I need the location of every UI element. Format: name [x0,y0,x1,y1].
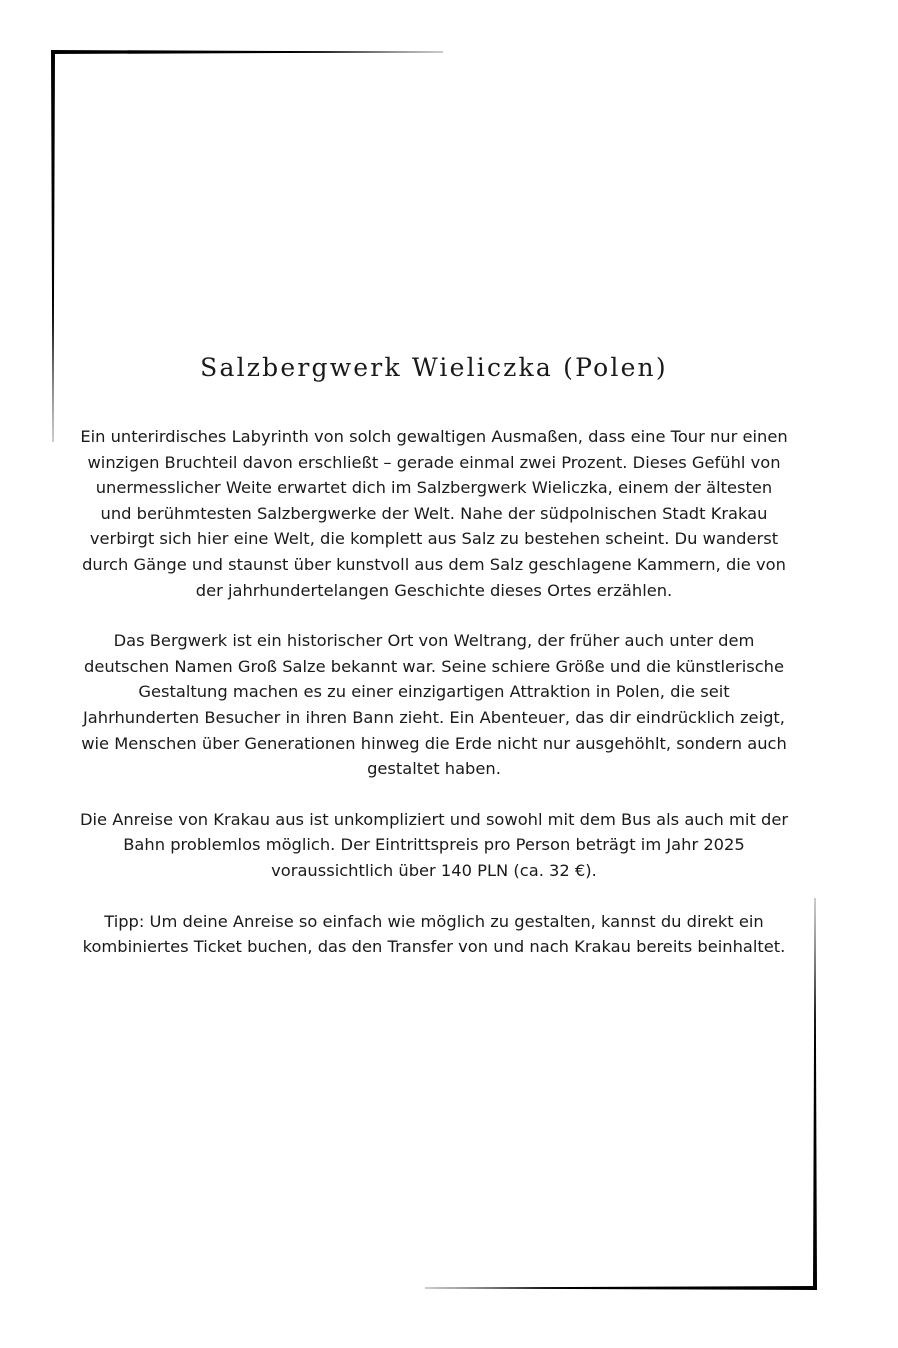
article-paragraph-2: Das Bergwerk ist ein historischer Ort von Weltrang, der früher auch unter dem deutschen Namen Groß Salze bekannt war. Seine schiere Größe und die künstlerische Gestaltung machen es zu einer einzigartigen Attraktion in Polen, die seit Jahrhunderten Besucher in ihren Bann zieht. Ein Abenteuer, das dir eindrücklich zeigt, wie Menschen über Generationen hinweg die Erde nicht nur ausgehöhlt, sondern auch gestaltet haben. [81,631,787,779]
article-content [78,348,790,985]
article-title: Salzbergwerk Wieliczka (Polen) [200,353,668,382]
frame-bottom-right-horizontal-stroke [425,1286,817,1290]
frame-top-left-vertical-stroke [51,50,55,442]
article-paragraph-3: Die Anreise von Krakau aus ist unkompliziert und sowohl mit dem Bus als auch mit der Bahn problemlos möglich. Der Eintrittspreis pro Person beträgt im Jahr 2025 voraussichtlich über 140 PLN (ca. 32 €). [79,809,789,880]
frame-bottom-right-vertical-stroke [813,898,817,1290]
article-paragraph-1: Ein unterirdisches Labyrinth von solch gewaltigen Ausmaßen, dass eine Tour nur einen winzigen Bruchteil davon erschließt – gerade einmal zwei Prozent. Dieses Gefühl von unermesslicher Weite erwartet dich im Salzbergwerk Wieliczka, einem der ältesten und berühmtesten Salzbergwerke der Welt. Nahe der südpolnischen Stadt Krakau verbirgt sich hier eine Welt, die komplett aus Salz zu bestehen scheint. Du wanderst durch Gänge und staunst über kunstvoll aus dem Salz geschlagene Kammern, die von der jahrhundertelangen Geschichte dieses Ortes erzählen. [80,427,788,600]
article-paragraph-tip: Tipp: Um deine Anreise so einfach wie möglich zu gestalten, kannst du direkt ein kombiniertes Ticket buchen, das den Transfer von und nach Krakau bereits beinhaltet. [82,911,786,957]
frame-top-left-horizontal-stroke [51,50,443,54]
